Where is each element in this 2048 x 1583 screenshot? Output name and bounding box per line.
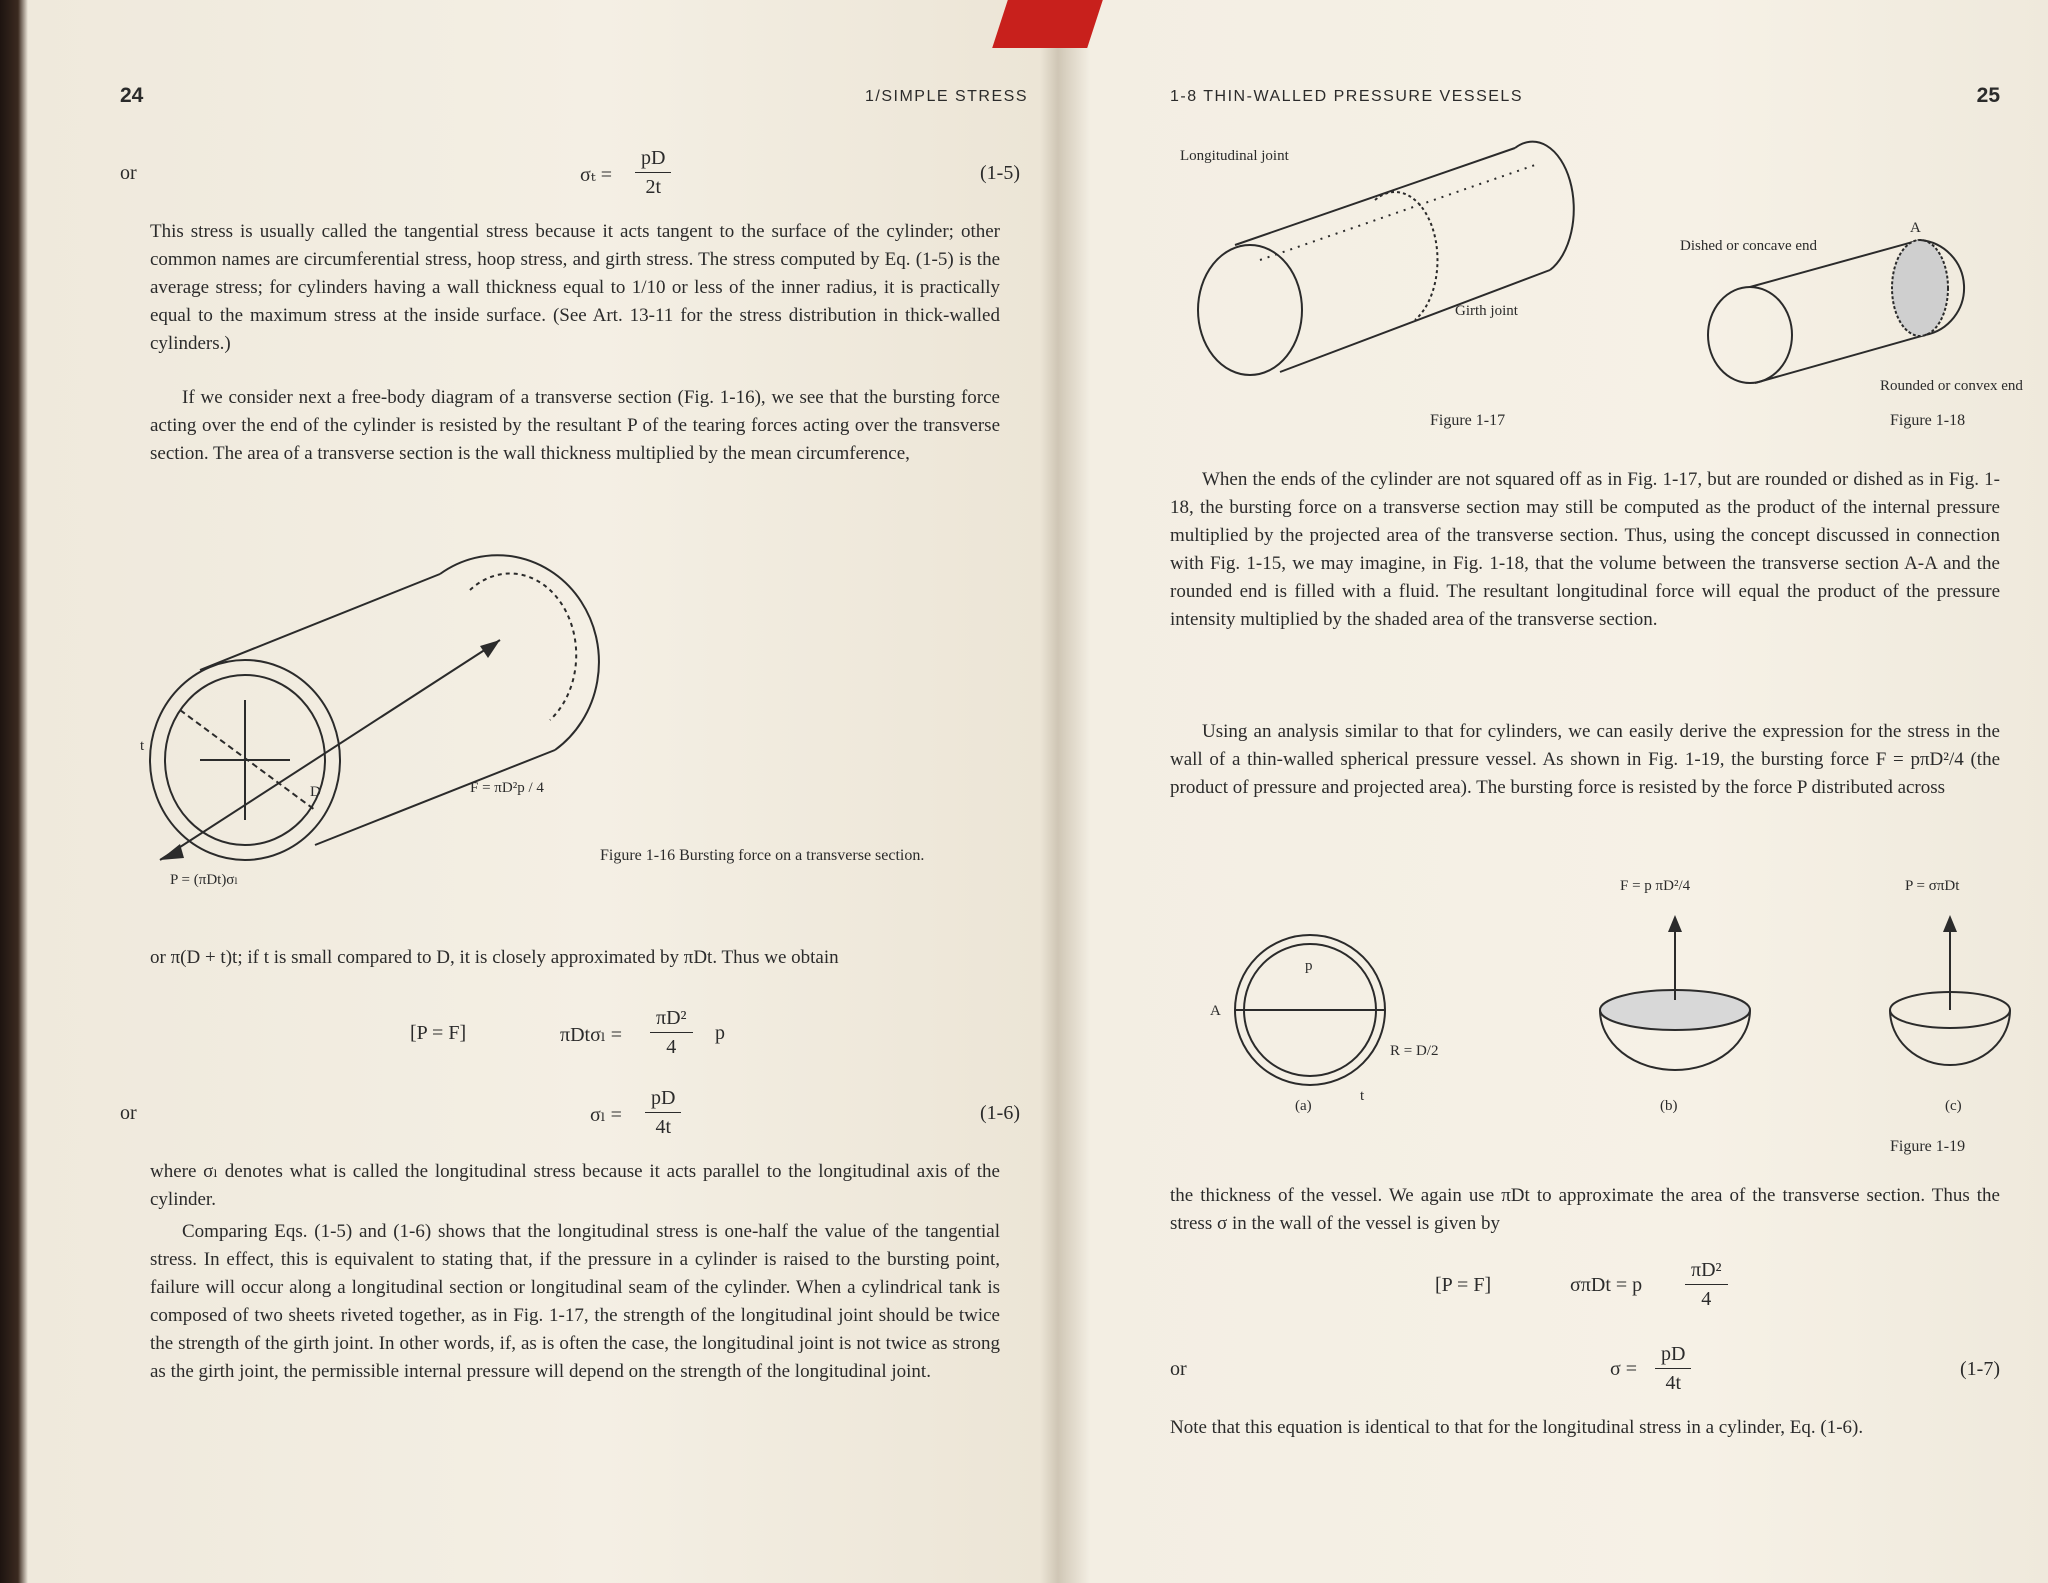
eq-lead: or bbox=[120, 162, 137, 184]
eq-number: (1-7) bbox=[1960, 1358, 2000, 1380]
left-paragraph-5: Comparing Eqs. (1-5) and (1-6) shows that the longitudinal stress is one-half the value of the tangential stress. In effect, this is equivalent to stating that, if the pressure in a cylinder is raised to the bursting point, failure will occur along a longitudinal section or longitudinal seam of the cylinder. When a cylindrical tank is composed of two sheets riveted together, as in Fig. 1-17, the strength of the longitudinal joint should be twice the strength of the girth joint. In other words, if, as is often the case, the longitudinal joint is not twice as strong as the girth joint, the permissible internal pressure will depend on the strength of the longitudinal joint. bbox=[150, 1221, 1000, 1382]
right-paragraph-4: Note that this equation is identical to that for the longitudinal stress in a cylinder, Eq. (1-6). bbox=[1170, 1417, 1864, 1438]
fig118-label-dished: Dished or concave end bbox=[1680, 238, 1818, 254]
figure-1-18-caption: Figure 1-18 bbox=[1890, 412, 1966, 429]
right-paragraph-2: Using an analysis similar to that for cylinders, we can easily derive the expression for the stress in the wall of a thin-walled spherical pressure vessel. As shown in Fig. 1-19, the bursting force F = pπD²/4 (the product of pressure and projected area). The bursting force is resisted by the force P distributed across bbox=[1170, 721, 2000, 798]
eq-lead: [P = F] bbox=[410, 1022, 467, 1044]
eq-number: (1-6) bbox=[980, 1102, 1020, 1124]
eq-tail: p bbox=[715, 1022, 725, 1044]
eq-fraction bbox=[635, 144, 671, 201]
figure-1-19-sphere bbox=[1210, 860, 2000, 1120]
eq-fraction bbox=[650, 1004, 693, 1061]
fig116-label-t: t bbox=[140, 738, 145, 754]
right-paragraph-3: the thickness of the vessel. We again use πDt to approximate the area of the transverse section. Thus the stress σ in the wall of the vessel is given by bbox=[1170, 1185, 2000, 1234]
fig119-label-p: p bbox=[1305, 958, 1313, 974]
fig119-label-A: A bbox=[1210, 1003, 1221, 1019]
eq-numerator: πD² bbox=[650, 1004, 693, 1033]
fig119-label-t: t bbox=[1360, 1088, 1365, 1104]
fig117-label-girth: Girth joint bbox=[1455, 303, 1518, 319]
figure-1-19-caption: Figure 1-19 bbox=[1890, 1138, 1966, 1155]
left-paragraph-4: where σₗ denotes what is called the longitudinal stress because it acts parallel to the longitudinal axis of the cylinder. bbox=[150, 1161, 1000, 1210]
fig119-label-R: R = D/2 bbox=[1390, 1043, 1439, 1059]
left-paragraph-3: or π(D + t)t; if t is small compared to D, it is closely approximated by πDt. Thus we obtain bbox=[150, 947, 839, 968]
fig118-label-A: A bbox=[1910, 220, 1921, 236]
fig118-label-rounded: Rounded or convex end bbox=[1880, 378, 2023, 394]
fig116-label-P: P = (πDt)σₗ bbox=[170, 872, 239, 888]
figure-1-17-caption: Figure 1-17 bbox=[1430, 412, 1506, 429]
eq-numerator: pD bbox=[645, 1084, 681, 1113]
eq-fraction bbox=[645, 1084, 681, 1141]
left-page-number: 24 bbox=[120, 84, 144, 107]
eq-denominator: 4t bbox=[1665, 1372, 1681, 1394]
eq-lead: or bbox=[120, 1102, 137, 1124]
eq-fraction bbox=[1685, 1256, 1728, 1313]
fig116-label-F: F = πD²p / 4 bbox=[470, 780, 544, 796]
right-page bbox=[1160, 0, 2023, 1583]
eq-denominator: 4 bbox=[1701, 1288, 1712, 1310]
figure-1-18-dished-tank bbox=[1680, 220, 2023, 400]
equation-1-7 bbox=[1160, 1336, 2000, 1406]
eq-denominator: 4t bbox=[655, 1116, 671, 1138]
eq-numerator: πD² bbox=[1685, 1256, 1728, 1285]
eq-numerator: pD bbox=[635, 144, 671, 173]
fig119-sub-a: (a) bbox=[1295, 1098, 1312, 1114]
eq-numerator: pD bbox=[1655, 1340, 1691, 1369]
eq-lead: or bbox=[1170, 1358, 1187, 1380]
left-running-head: 1/SIMPLE STRESS bbox=[865, 88, 1028, 105]
eq-denominator: 4 bbox=[666, 1036, 677, 1058]
right-paragraph-1: When the ends of the cylinder are not squared off as in Fig. 1-17, but are rounded or dished as in Fig. 1-18, the bursting force on a transverse section may still be computed as the product of the internal pressure multiplied by the projected area of the transverse section. Thus, using the concept discussed in connection with Fig. 1-15, we may imagine, in Fig. 1-18, that the volume between the transverse section A-A and the rounded end is filled with a fluid. The resultant longitudinal force will equal the product of the pressure intensity multiplied by the shaded area of the transverse section. bbox=[1170, 469, 2000, 630]
eq-lhs: σₗ = bbox=[590, 1104, 622, 1126]
left-page-header bbox=[120, 84, 1028, 114]
eq-fraction bbox=[1655, 1340, 1691, 1397]
right-page-number: 25 bbox=[1976, 84, 2000, 107]
eq-number: (1-5) bbox=[980, 162, 1020, 184]
left-paragraph-1: This stress is usually called the tangential stress because it acts tangent to the surface of the cylinder; other common names are circumferential stress, hoop stress, and girth stress. The stress computed by Eq. (1-5) is the average stress; for cylinders having a wall thickness equal to 1/10 or less of the inner radius, it is practically equal to the maximum stress at the inside surface. (See Art. 13-11 for the stress distribution in thick-walled cylinders.) bbox=[150, 221, 1000, 354]
figure-1-16-cylinder bbox=[140, 560, 620, 890]
left-page bbox=[120, 0, 1028, 1583]
figure-1-17-riveted-tank bbox=[1180, 140, 1620, 390]
fig117-label-longitudinal: Longitudinal joint bbox=[1180, 148, 1289, 164]
left-paragraph-2: If we consider next a free-body diagram of a transverse section (Fig. 1-16), we see that the bursting force acting over the end of the cylinder is resisted by the resultant P of the tearing forces acting over the transverse section. The area of a transverse section is the wall thickness multiplied by the mean circumference, bbox=[150, 387, 1000, 464]
eq-lhs: πDtσₗ = bbox=[560, 1024, 623, 1046]
equation-1-5 bbox=[120, 140, 1020, 210]
eq-denominator: 2t bbox=[645, 176, 661, 198]
right-page-header bbox=[1160, 84, 2000, 114]
equation-1-6 bbox=[120, 1080, 1020, 1150]
eq-lhs: σπDt = p bbox=[1570, 1274, 1643, 1296]
figure-1-16-caption: Figure 1-16 Bursting force on a transverse section. bbox=[600, 847, 925, 864]
eq-lhs: σₜ = bbox=[580, 164, 612, 186]
fig116-label-D: D bbox=[310, 784, 321, 800]
eq-lhs: σ = bbox=[1610, 1358, 1638, 1380]
equation-P-equals-F-sphere bbox=[1160, 1252, 2000, 1322]
fig119-sub-b: (b) bbox=[1660, 1098, 1678, 1114]
right-running-head: 1-8 THIN-WALLED PRESSURE VESSELS bbox=[1170, 88, 1523, 105]
eq-lead: [P = F] bbox=[1435, 1274, 1492, 1296]
fig119-sub-c: (c) bbox=[1945, 1098, 1962, 1114]
fig119-label-F: F = p πD²/4 bbox=[1620, 878, 1691, 894]
equation-P-equals-F-cylinder bbox=[120, 1000, 1020, 1070]
fig119-label-P: P = σπDt bbox=[1905, 878, 1960, 894]
